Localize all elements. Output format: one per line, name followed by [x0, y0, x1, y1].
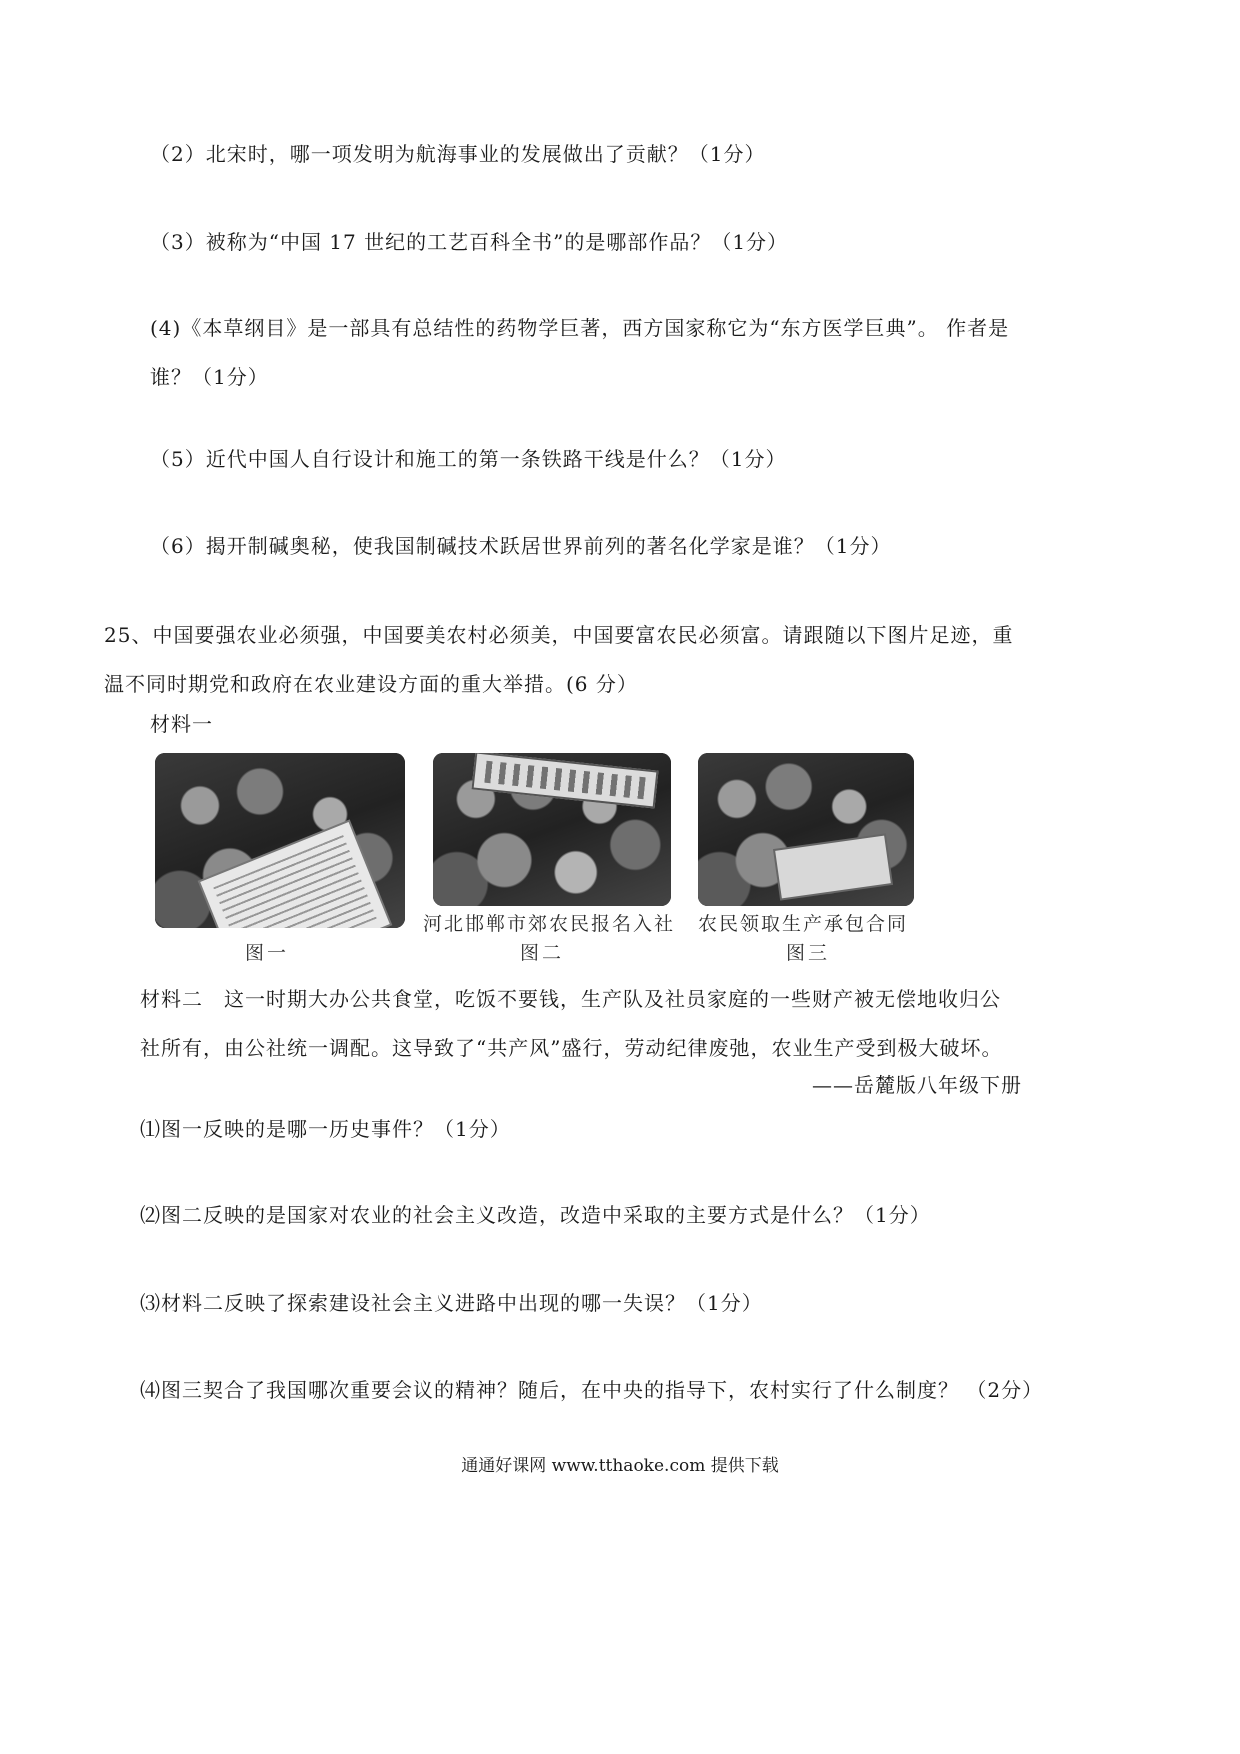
figure-1-label: 图一 — [245, 942, 290, 964]
material-2-source: ——岳麓版八年级下册 — [812, 1073, 1022, 1097]
question-25-stem: 25、中国要强农业必须强，中国要美农村必须美，中国要富农民必须富。请跟随以下图片足迹，重温不同时期党和政府在农业建设方面的重大举措。(6 分） — [104, 623, 1014, 696]
question-2: （2）北宋时，哪一项发明为航海事业的发展做出了贡献？（1分） — [150, 142, 766, 166]
figure-3-label: 图三 — [786, 942, 831, 964]
material-2-text: 材料二 这一时期大办公共食堂，吃饭不要钱，生产队及社员家庭的一些财产被无偿地收归公社所有，由公社统一调配。这导致了“共产风”盛行，劳动纪律废弛，农业生产受到极大破坏。 — [140, 987, 1003, 1060]
sub-question-3: ⑶材料二反映了探索建设社会主义进路中出现的哪一失误？（1分） — [140, 1291, 763, 1315]
page-footer: 通通好课网 www.tthaoke.com 提供下载 — [461, 1456, 779, 1476]
sub-question-4: ⑷图三契合了我国哪次重要会议的精神？随后，在中央的指导下，农村实行了什么制度？ （2分） — [140, 1378, 1044, 1402]
figure-2-label: 图二 — [520, 942, 565, 964]
figure-2-caption: 河北邯郸市郊农民报名入社 — [423, 913, 676, 935]
question-3: （3）被称为“中国 17 世纪的工艺百科全书”的是哪部作品？（1分） — [150, 230, 789, 254]
figure-3-photo — [698, 753, 914, 906]
sub-question-2: ⑵图二反映的是国家对农业的社会主义改造，改造中采取的主要方式是什么？（1分） — [140, 1203, 931, 1227]
question-6: （6）揭开制碱奥秘，使我国制碱技术跃居世界前列的著名化学家是谁？（1分） — [150, 534, 892, 558]
material-1-label: 材料一 — [150, 712, 213, 736]
question-4: (4)《本草纲目》是一部具有总结性的药物学巨著，西方国家称它为“东方医学巨典”。 作者是谁？（1分） — [150, 316, 1010, 389]
figure-1-photo — [155, 753, 405, 928]
question-5: （5）近代中国人自行设计和施工的第一条铁路干线是什么？（1分） — [150, 447, 787, 471]
figure-3-caption: 农民领取生产承包合同 — [698, 913, 909, 935]
sub-question-1: ⑴图一反映的是哪一历史事件？（1分） — [140, 1117, 511, 1141]
figure-2-photo — [433, 753, 671, 906]
